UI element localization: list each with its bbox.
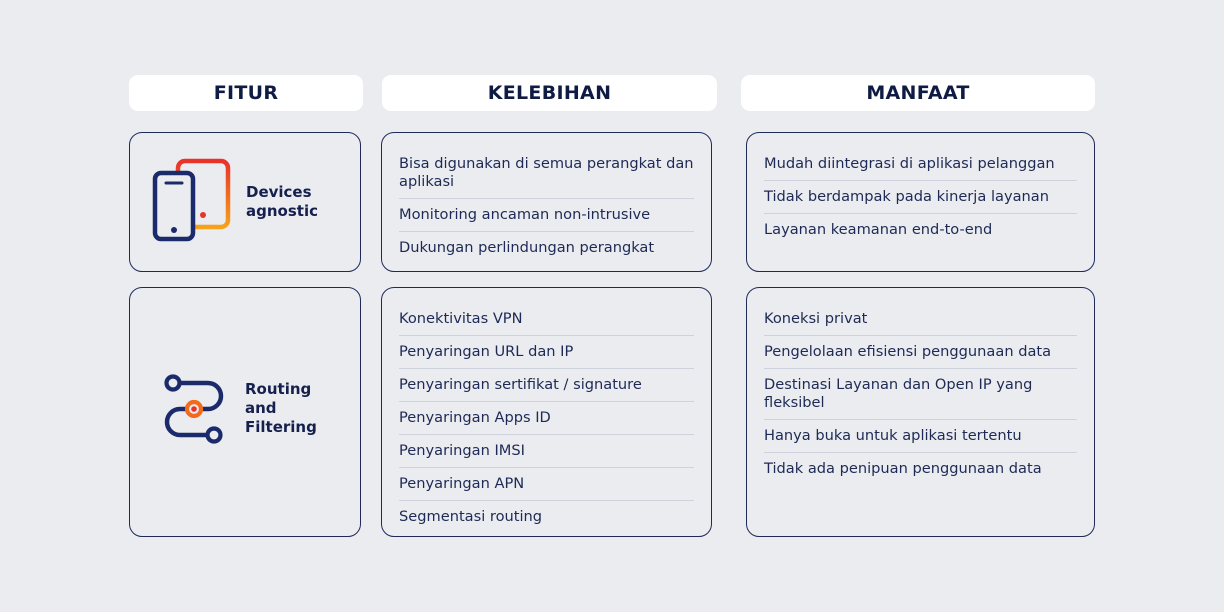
list-item: Layanan keamanan end-to-end [764,221,993,238]
manfaat-list-devices [764,148,1077,246]
manfaat-list-routing [764,303,1077,485]
manfaat-card-routing [746,287,1095,537]
feature-label-routing-filtering: Routing and Filtering [245,380,317,436]
routing-icon [160,372,226,446]
kelebihan-list-devices [399,148,694,264]
list-item: Penyaringan IMSI [399,435,694,468]
feature-card-devices-agnostic [129,132,361,272]
devices-icon [152,157,232,245]
kelebihan-list-routing [399,303,694,533]
feature-label-devices-agnostic: Devices agnostic [246,183,318,220]
list-item: Penyaringan URL dan IP [399,336,694,369]
list-item: Tidak ada penipuan penggunaan data [764,460,1042,477]
list-item: Bisa digunakan di semua perangkat dan aplikasi [399,148,694,199]
list-item: Segmentasi routing [399,508,543,525]
list-item: Koneksi privat [764,303,1077,336]
list-item: Mudah diintegrasi di aplikasi pelanggan [764,148,1077,181]
kelebihan-card-devices [381,132,712,272]
manfaat-card-devices [746,132,1095,272]
list-item: Tidak berdampak pada kinerja layanan [764,181,1077,214]
list-item: Penyaringan Apps ID [399,402,694,435]
list-item: Penyaringan APN [399,468,694,501]
list-item: Dukungan perlindungan perangkat [399,239,655,256]
list-item: Penyaringan sertifikat / signature [399,369,694,402]
feature-card-routing-filtering [129,287,361,537]
list-item: Hanya buka untuk aplikasi tertentu [764,420,1077,453]
column-header-fitur: FITUR [129,75,363,111]
kelebihan-card-routing [381,287,712,537]
list-item: Pengelolaan efisiensi penggunaan data [764,336,1077,369]
column-header-manfaat: MANFAAT [741,75,1095,111]
list-item: Destinasi Layanan dan Open IP yang fleksibel [764,369,1077,420]
column-header-kelebihan: KELEBIHAN [382,75,717,111]
list-item: Monitoring ancaman non-intrusive [399,199,694,232]
list-item: Konektivitas VPN [399,303,694,336]
